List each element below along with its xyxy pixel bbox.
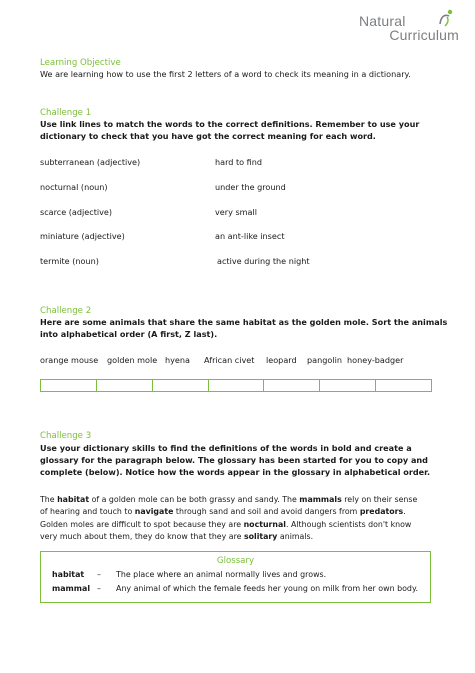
bold-word: predators xyxy=(359,507,404,517)
challenge3-instruction-line3: complete (below). Notice how the words appear in the glossary in alphabetical order. xyxy=(40,467,431,477)
match-definition: under the ground xyxy=(215,182,286,192)
animal-item: African civet xyxy=(204,355,255,365)
challenge3-heading: Challenge 3 xyxy=(40,431,92,441)
objective-heading: Learning Objective xyxy=(40,58,121,68)
match-definition: an ant-like insect xyxy=(215,231,285,241)
challenge1-instruction-line2: dictionary to check that you have got the correct meaning for each word. xyxy=(40,131,376,141)
challenge3-paragraph xyxy=(40,494,417,543)
match-word: termite (noun) xyxy=(40,256,99,266)
sort-answer-cell[interactable] xyxy=(97,380,153,391)
challenge2-heading: Challenge 2 xyxy=(40,306,92,316)
paragraph-line: very much about them, they do know that they are solitary animals. xyxy=(40,531,314,541)
animal-item: hyena xyxy=(165,355,190,365)
match-word: miniature (adjective) xyxy=(40,231,125,241)
glossary-dash: – xyxy=(97,584,101,593)
challenge3-instruction-line1: Use your dictionary skills to find the definitions of the words in bold and create a xyxy=(40,443,412,453)
match-definition: hard to find xyxy=(215,157,263,167)
glossary-dash: – xyxy=(97,570,101,579)
bold-word: mammals xyxy=(299,495,342,504)
paragraph-line: of hearing and touch to navigate through sand and soil and avoid dangers from predators. xyxy=(40,507,406,517)
sort-answer-cell[interactable] xyxy=(153,380,209,391)
challenge3-instruction-line2: glossary for the paragraph below. The glossary has been started for you to copy and xyxy=(40,455,428,465)
glossary-definition: The place where an animal normally lives and grows. xyxy=(116,570,327,579)
natural-curriculum-logo xyxy=(359,14,459,42)
paragraph-line: Golden moles are difficult to spot because they are nocturnal. Although scientists don't know xyxy=(40,519,412,529)
objective-text: We are learning how to use the first 2 letters of a word to check its meaning in a dictionary. xyxy=(40,69,411,79)
bold-word: solitary xyxy=(243,531,278,541)
bold-word: nocturnal xyxy=(243,519,286,529)
glossary-entry xyxy=(52,570,326,579)
animal-item: honey-badger xyxy=(347,355,404,365)
challenge2-instruction-line2: into alphabetical order (A first, Z last). xyxy=(40,329,218,339)
animal-item: pangolin xyxy=(307,355,342,365)
challenge1-instruction-line1: Use link lines to match the words to the correct definitions. Remember to use your xyxy=(40,119,420,129)
animal-item: leopard xyxy=(266,355,297,365)
match-word: subterranean (adjective) xyxy=(40,157,141,167)
match-word: nocturnal (noun) xyxy=(40,182,108,192)
glossary-term: mammal xyxy=(52,584,91,593)
logo-figure-icon xyxy=(435,8,457,28)
match-word: scarce (adjective) xyxy=(40,207,113,217)
sort-answer-cell[interactable] xyxy=(41,380,97,391)
bold-word: habitat xyxy=(57,495,90,504)
paragraph-line: The habitat of a golden mole can be both grassy and sandy. The mammals rely on their sense xyxy=(40,495,418,504)
logo-line-1: Natural xyxy=(359,13,406,29)
glossary-title: Glossary xyxy=(216,556,255,566)
glossary-box xyxy=(40,551,431,603)
bold-word: navigate xyxy=(134,507,174,517)
challenge2-instruction-line1: Here are some animals that share the same habitat as the golden mole. Sort the animals xyxy=(40,317,448,327)
logo-line-2: Curriculum xyxy=(389,27,459,43)
glossary-entry xyxy=(52,584,418,593)
glossary-definition: Any animal of which the female feeds her young on milk from her own body. xyxy=(116,584,418,593)
match-definition: active during the night xyxy=(217,256,310,266)
sort-answer-boxes xyxy=(40,379,432,392)
challenge1-heading: Challenge 1 xyxy=(40,108,92,118)
sort-answer-cell[interactable] xyxy=(376,380,431,391)
match-definition: very small xyxy=(215,207,258,217)
glossary-term: habitat xyxy=(52,570,85,579)
sort-answer-cell[interactable] xyxy=(320,380,376,391)
sort-answer-cell[interactable] xyxy=(209,380,265,391)
animal-item: golden mole xyxy=(107,355,158,365)
animal-item: orange mouse xyxy=(40,355,99,365)
sort-answer-cell[interactable] xyxy=(264,380,320,391)
